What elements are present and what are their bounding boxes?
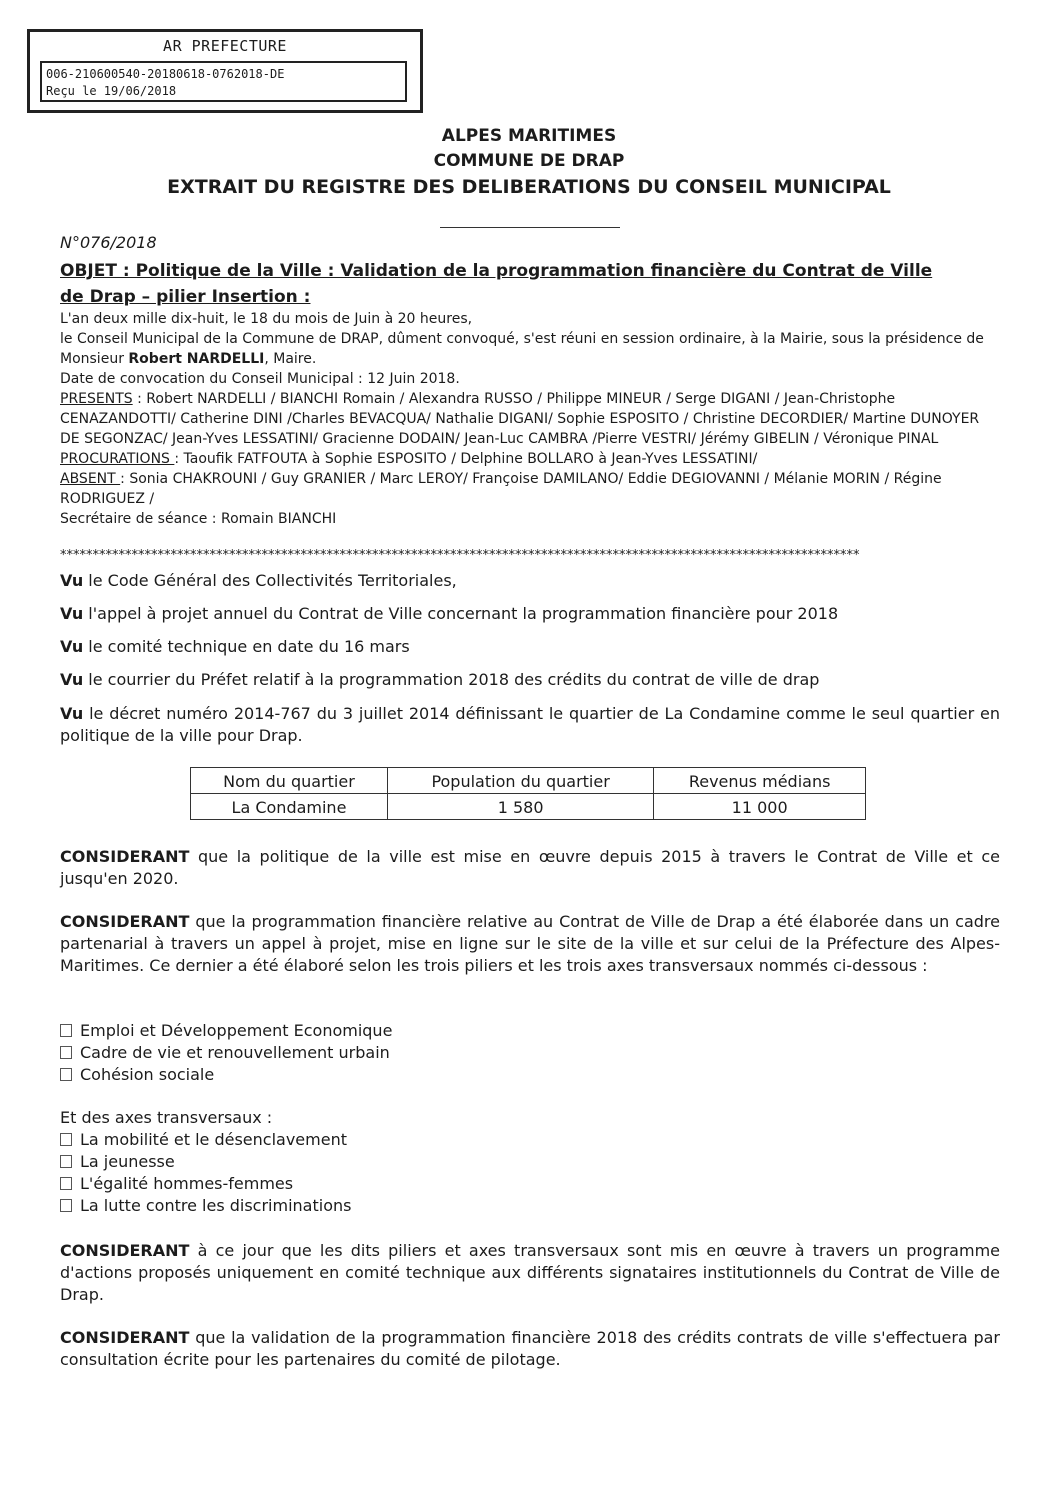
document-title: EXTRAIT DU REGISTRE DES DELIBERATIONS DU CONSEIL MUNICIPAL xyxy=(167,176,891,198)
vu-text: le comité technique en date du 16 mars xyxy=(83,637,410,656)
list-item xyxy=(60,1042,392,1064)
table-row xyxy=(191,794,866,820)
vu-item xyxy=(60,703,1000,747)
list-item-label: L'égalité hommes-femmes xyxy=(80,1174,294,1193)
title-divider xyxy=(440,227,620,228)
table-header-cell: Revenus médians xyxy=(654,768,866,794)
quartier-table xyxy=(190,767,866,820)
presents-label: PRESENTS xyxy=(60,391,133,407)
vu-label: Vu xyxy=(60,704,84,723)
checkbox-icon xyxy=(60,1024,72,1037)
considerant-label: CONSIDERANT xyxy=(60,1241,190,1260)
checkbox-icon xyxy=(60,1199,72,1212)
session-details xyxy=(60,309,1000,529)
vu-item xyxy=(60,636,1000,658)
presents-names: : Robert NARDELLI / BIANCHI Romain / Alexandra RUSSO / Philippe MINEUR / Serge DIGANI / Jean-Christophe CENAZANDOTTI/ Catherine DINI /Charles BEVACQUA/ Nathalie DIGANI/ Sophie ESPOSITO / Christine DECORDIER/ Martine DUNOYER DE SEGONZAC/ Jean-Yves LESSATINI/ Gracienne DODAIN/ Jean-Luc CAMBRA /Pierre VESTRI/ Jérémy GIBELIN / Véronique PINAL xyxy=(60,391,980,447)
considerant-text: que la validation de la programmation financière 2018 des crédits contrats de ville s'effectuera par consultation écrite pour les partenaires du comité de pilotage. xyxy=(60,1328,1000,1369)
table-cell: La Condamine xyxy=(191,794,388,820)
department-title: ALPES MARITIMES xyxy=(441,126,617,146)
stamp-title: AR PREFECTURE xyxy=(163,37,287,55)
list-item xyxy=(60,1020,392,1042)
council-text: le Conseil Municipal de la Commune de DRAP, dûment convoqué, s'est réuni en session ordinaire, à la Mairie, sous la présidence de Monsieur xyxy=(60,331,984,367)
considerant-label: CONSIDERANT xyxy=(60,1328,190,1347)
considerant-paragraph xyxy=(60,911,1000,977)
absent-list xyxy=(60,469,1000,509)
list-item xyxy=(60,1173,351,1195)
absent-label: ABSENT xyxy=(60,471,121,487)
list-item-label: Emploi et Développement Economique xyxy=(80,1021,393,1040)
vu-item xyxy=(60,669,1000,691)
list-item-label: Cohésion sociale xyxy=(80,1065,215,1084)
list-item xyxy=(60,1064,392,1086)
table-header-cell: Population du quartier xyxy=(387,768,653,794)
checkbox-icon xyxy=(60,1046,72,1059)
list-item xyxy=(60,1195,351,1217)
stamp-received-date: Reçu le 19/06/2018 xyxy=(46,84,177,98)
checkbox-icon xyxy=(60,1177,72,1190)
vu-text: le décret numéro 2014-767 du 3 juillet 2014 définissant le quartier de La Condamine comme le seul quartier en politique de la ville pour Drap. xyxy=(60,704,1000,745)
stamp-details xyxy=(40,61,407,102)
separator-stars: *************************************************************************************************************************** xyxy=(60,548,860,563)
axes-list xyxy=(60,1107,351,1217)
table-header-cell: Nom du quartier xyxy=(191,768,388,794)
council-text-end: , Maire. xyxy=(264,351,317,367)
session-secretary: Secrétaire de séance : Romain BIANCHI xyxy=(60,511,337,527)
considerant-paragraph xyxy=(60,846,1000,890)
considerant-paragraph xyxy=(60,1240,1000,1306)
list-item xyxy=(60,1151,351,1173)
list-item-label: La mobilité et le désenclavement xyxy=(80,1130,347,1149)
vu-item xyxy=(60,570,1000,592)
vu-label: Vu xyxy=(60,670,84,689)
table-header-row xyxy=(191,768,866,794)
vu-label: Vu xyxy=(60,571,84,590)
presents-list xyxy=(60,389,1000,449)
considerant-label: CONSIDERANT xyxy=(60,847,190,866)
stamp-reference: 006-210600540-20180618-0762018-DE xyxy=(46,67,285,81)
vu-text: le courrier du Préfet relatif à la programmation 2018 des crédits du contrat de ville de drap xyxy=(83,670,820,689)
deliberation-subject: OBJET : Politique de la Ville : Validation de la programmation financière du Contrat de Ville de Drap – pilier Insertion : xyxy=(60,261,933,307)
considerant-text: que la programmation financière relative au Contrat de Ville de Drap a été élaborée dans un cadre partenarial à travers un appel à projet, mise en ligne sur le site de la ville et sur celui de la Préfecture des Alpes-Maritimes. Ce dernier a été élaboré selon les trois piliers et les trois axes transversaux nommés ci-dessous : xyxy=(60,912,1000,975)
table-cell: 11 000 xyxy=(654,794,866,820)
considerant-paragraph xyxy=(60,1327,1000,1371)
checkbox-icon xyxy=(60,1133,72,1146)
convocation-date: Date de convocation du Conseil Municipal : 12 Juin 2018. xyxy=(60,371,460,387)
procurations-list xyxy=(60,449,1000,469)
axes-intro: Et des axes transversaux : xyxy=(60,1108,273,1127)
vu-label: Vu xyxy=(60,637,84,656)
session-date: L'an deux mille dix-huit, le 18 du mois de Juin à 20 heures, xyxy=(60,311,473,327)
table-cell: 1 580 xyxy=(387,794,653,820)
absent-names: : Sonia CHAKROUNI / Guy GRANIER / Marc LEROY/ Françoise DAMILANO/ Eddie DEGIOVANNI / Mélanie MORIN / Régine RODRIGUEZ / xyxy=(60,471,942,507)
considerant-text: à ce jour que les dits piliers et axes transversaux sont mis en œuvre à travers un programme d'actions proposés uniquement en comité technique aux différents signataires institutionnels du Contrat de Ville de Drap. xyxy=(60,1241,1000,1304)
checkbox-icon xyxy=(60,1068,72,1081)
list-item xyxy=(60,1129,351,1151)
procurations-names: : Taoufik FATFOUTA à Sophie ESPOSITO / Delphine BOLLARO à Jean-Yves LESSATINI/ xyxy=(174,451,758,467)
vu-label: Vu xyxy=(60,604,84,623)
prefecture-stamp xyxy=(27,29,423,113)
deliberation-number: N°076/2018 xyxy=(60,233,157,252)
considerant-text: que la politique de la ville est mise en œuvre depuis 2015 à travers le Contrat de Ville et ce jusqu'en 2020. xyxy=(60,847,1000,888)
considerant-label: CONSIDERANT xyxy=(60,912,190,931)
vu-text: le Code Général des Collectivités Territoriales, xyxy=(83,571,457,590)
commune-title: COMMUNE DE DRAP xyxy=(433,151,625,171)
procurations-label: PROCURATIONS xyxy=(60,451,175,467)
vu-text: l'appel à projet annuel du Contrat de Ville concernant la programmation financière pour 2018 xyxy=(83,604,839,623)
list-item-label: La lutte contre les discriminations xyxy=(80,1196,352,1215)
council-statement xyxy=(60,329,1000,369)
list-item-label: La jeunesse xyxy=(80,1152,175,1171)
list-item-label: Cadre de vie et renouvellement urbain xyxy=(80,1043,390,1062)
piliers-list xyxy=(60,1020,392,1086)
vu-item xyxy=(60,603,1000,625)
mayor-name: Robert NARDELLI xyxy=(128,351,265,367)
checkbox-icon xyxy=(60,1155,72,1168)
